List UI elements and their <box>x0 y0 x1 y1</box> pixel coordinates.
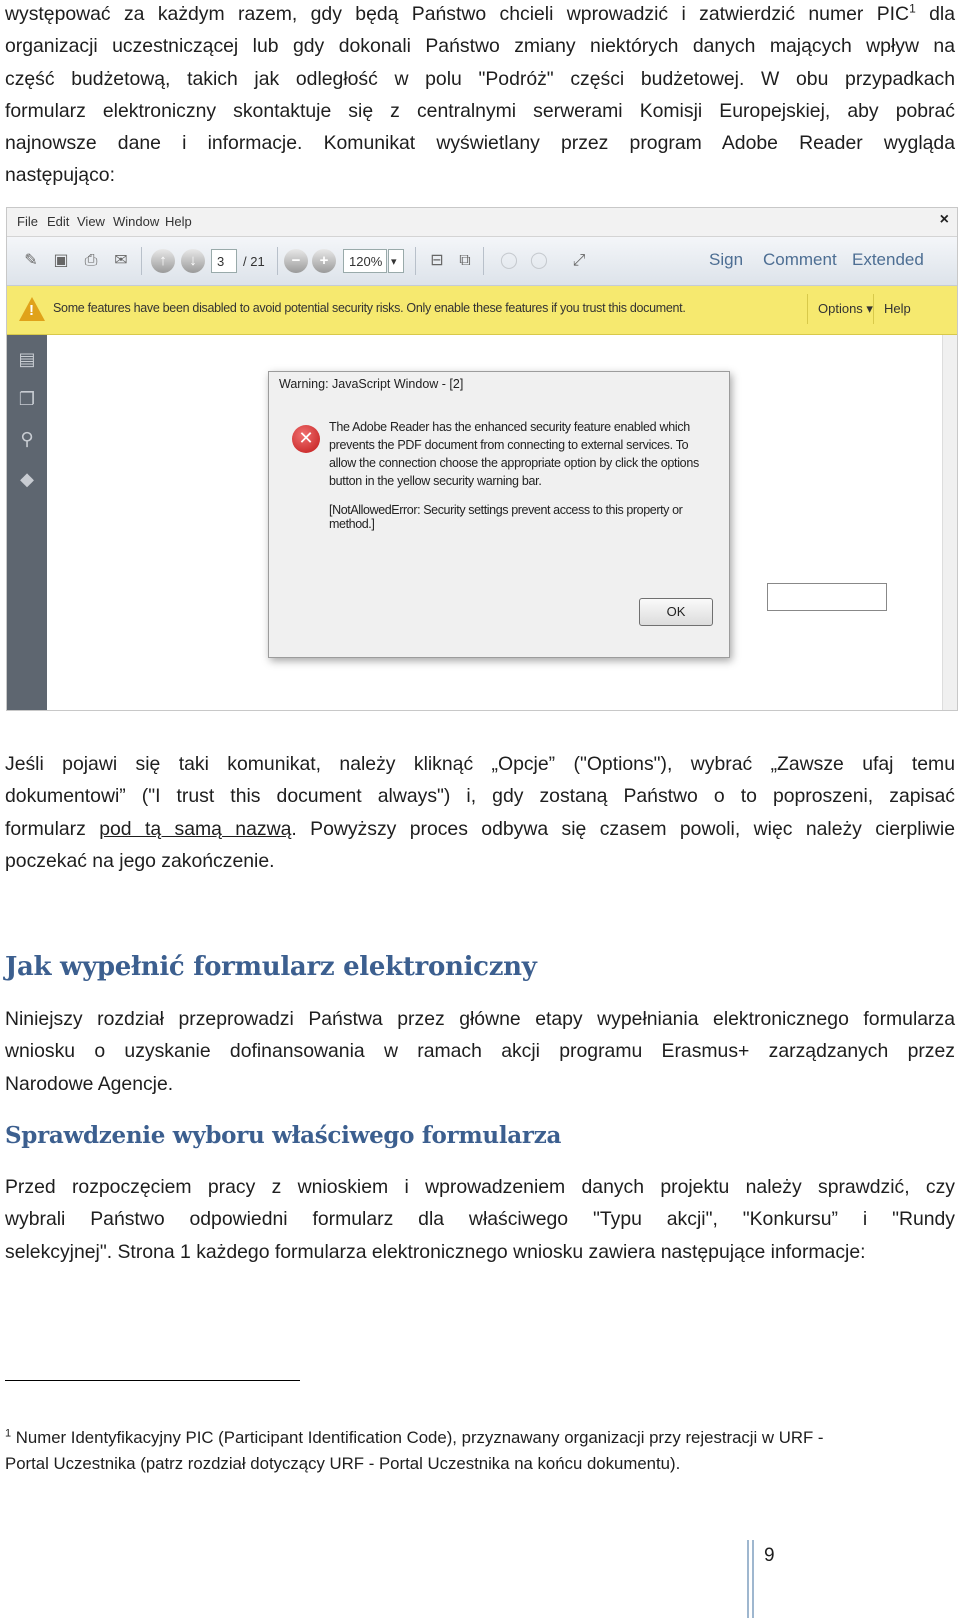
save-icon[interactable]: ▣ <box>53 252 69 269</box>
fit-width-icon[interactable]: ⧉ <box>459 252 471 269</box>
footnote <box>5 1425 955 1477</box>
print-icon[interactable]: ⎙ <box>84 252 98 269</box>
security-message: Some features have been disabled to avoid potential security risks. Only enable these features if you trust this document. <box>53 301 686 315</box>
previous-page-icon[interactable]: ↑ <box>151 249 175 273</box>
after-line-1: Jeśli pojawi się taki komunikat, należy kliknąć „Opcje” ("Options"), wybrać „Zawsze ufaj temu <box>5 753 955 775</box>
vertical-scrollbar[interactable] <box>942 335 957 710</box>
section2-line-1: Przed rozpoczęciem pracy z wnioskiem i wprowadzeniem danych projektu należy sprawdzić, czy <box>5 1176 955 1198</box>
next-page-icon[interactable]: ↓ <box>181 249 205 273</box>
after-line-3: formularz pod tą samą nazwą. Powyższy proces odbywa się czasem powoli, więc należy cierpliwie <box>5 817 955 840</box>
pages-icon[interactable]: ▤ <box>18 349 36 369</box>
intro-line-4: formularz elektroniczny skontaktuje się z centralnymi serwerami Komisji Europejskiej, aby pobrać <box>5 99 955 122</box>
full-screen-icon[interactable]: ⤢ <box>572 252 586 269</box>
after-line-4: poczekać na jego zakończenie. <box>5 849 275 872</box>
form-text-field[interactable] <box>767 583 887 611</box>
footnote-line-1: $^1$ Numer Identyfikacyjny PIC (Participant Identification Code), przyznawany organizacji przy rejestracji w URF - <box>5 1427 824 1447</box>
navigation-pane <box>7 335 47 710</box>
toolbar <box>7 237 957 286</box>
sign-button[interactable]: Sign <box>709 250 744 269</box>
same-name-emphasis: pod tą samą nazwą <box>99 817 292 840</box>
section2-paragraph <box>5 1171 955 1268</box>
layers-icon[interactable]: ◆ <box>20 469 34 489</box>
create-pdf-icon[interactable]: ✎ <box>24 252 38 269</box>
menu-bar <box>7 208 957 237</box>
ok-button[interactable]: OK <box>639 598 713 626</box>
footnote-number: 1 <box>5 1427 12 1440</box>
toolbar-separator <box>483 247 484 275</box>
dialog-title: Warning: JavaScript Window - [2] <box>279 377 464 391</box>
section1-paragraph <box>5 1003 955 1100</box>
disabled-tool-icon: ◯ <box>530 252 548 269</box>
zoom-level-input[interactable]: 120% <box>343 249 387 273</box>
help-button[interactable]: Help <box>873 294 944 324</box>
error-icon: ✕ <box>292 425 320 453</box>
security-warning-bar <box>7 286 957 335</box>
subheading-check-form: Sprawdzenie wyboru właściwego formularza <box>5 1122 562 1149</box>
zoom-out-icon[interactable]: − <box>284 249 308 273</box>
extended-button[interactable]: Extended <box>852 250 924 269</box>
page-number-input[interactable]: 3 <box>211 249 237 273</box>
intro-line-1: występować za każdym razem, gdy będą Państwo chcieli wprowadzić i zatwierdzić numer PIC$^1$ dla <box>5 1 955 25</box>
section1-line-1: Niniejszy rozdział przeprowadzi Państwa przez główne etapy wypełniania elektronicznego formularza <box>5 1008 955 1030</box>
warning-icon: ! <box>19 297 45 321</box>
intro-line-6: następująco: <box>5 164 115 187</box>
footnote-line-2: Portal Uczestnika (patrz rozdział dotyczący URF - Portal Uczestnika na końcu dokumentu). <box>5 1454 681 1473</box>
section-heading-fill-form: Jak wypełnić formularz elektroniczny <box>5 952 537 982</box>
intro-line-2: organizacji uczestniczącej lub gdy dokonali Państwo zmiany niektórych danych mających wpływ na <box>5 35 955 58</box>
page-number: 9 <box>764 1545 775 1566</box>
section1-line-2: wniosku o uzyskanie dofinansowania w ramach akcji programu Erasmus+ zarządzanych przez <box>5 1040 955 1063</box>
toolbar-separator <box>277 247 278 275</box>
intro-line-5: najnowsze dane i informacje. Komunikat wyświetlany przez program Adobe Reader wygląda <box>5 132 955 155</box>
options-button[interactable]: Options ▾ <box>807 294 874 324</box>
page-number-rule <box>752 1540 754 1618</box>
footnote-separator <box>5 1380 300 1381</box>
after-line-2: dokumentowi” ("I trust this document always") i, gdy zostaną Państwo o to poproszeni, zapisać <box>5 785 955 808</box>
menu-help[interactable]: Help <box>165 214 192 229</box>
section2-line-2: wybrali Państwo odpowiedni formularz dla właściwego "Typu akcji", "Konkursu” i "Rundy <box>5 1208 955 1231</box>
email-icon[interactable]: ✉ <box>114 252 128 269</box>
zoom-in-icon[interactable]: + <box>312 249 336 273</box>
comment-button[interactable]: Comment <box>763 250 837 269</box>
bookmarks-icon[interactable]: ❐ <box>18 389 36 409</box>
fit-page-icon[interactable]: ⊟ <box>430 252 444 269</box>
close-icon[interactable]: × <box>939 211 949 228</box>
javascript-warning-dialog <box>268 371 730 658</box>
page-total: / 21 <box>243 254 265 269</box>
adobe-reader-screenshot <box>6 207 958 711</box>
menu-view[interactable]: View <box>77 214 105 229</box>
menu-edit[interactable]: Edit <box>47 214 70 229</box>
section1-line-3: Narodowe Agencje. <box>5 1072 174 1095</box>
menu-file[interactable]: File <box>17 214 38 229</box>
dialog-message: The Adobe Reader has the enhanced security feature enabled which prevents the PDF document from connecting to external services. To allow the connection choose the appropriate option by click the options button in the yellow security warning bar. <box>329 420 699 488</box>
section2-line-3: selekcyjnej". Strona 1 każdego formularza elektronicznego wniosku zawiera następujące informacje: <box>5 1240 866 1263</box>
intro-line-3: część budżetową, takich jak odległość w polu "Podróż" części budżetowej. W obu przypadkach <box>5 67 955 90</box>
attachments-icon[interactable]: ⚲ <box>20 429 34 449</box>
intro-paragraph <box>5 0 955 192</box>
dialog-error-text: [NotAllowedError: Security settings prevent access to this property or method.] <box>329 503 683 531</box>
options-instructions-paragraph <box>5 748 955 877</box>
toolbar-separator <box>415 247 416 275</box>
footnote-ref[interactable]: 1 <box>909 1 916 16</box>
toolbar-separator <box>141 247 142 275</box>
menu-window[interactable]: Window <box>113 214 160 229</box>
page-number-rule <box>747 1540 749 1618</box>
zoom-dropdown-icon[interactable]: ▾ <box>388 249 404 273</box>
disabled-tool-icon: ◯ <box>500 252 518 269</box>
